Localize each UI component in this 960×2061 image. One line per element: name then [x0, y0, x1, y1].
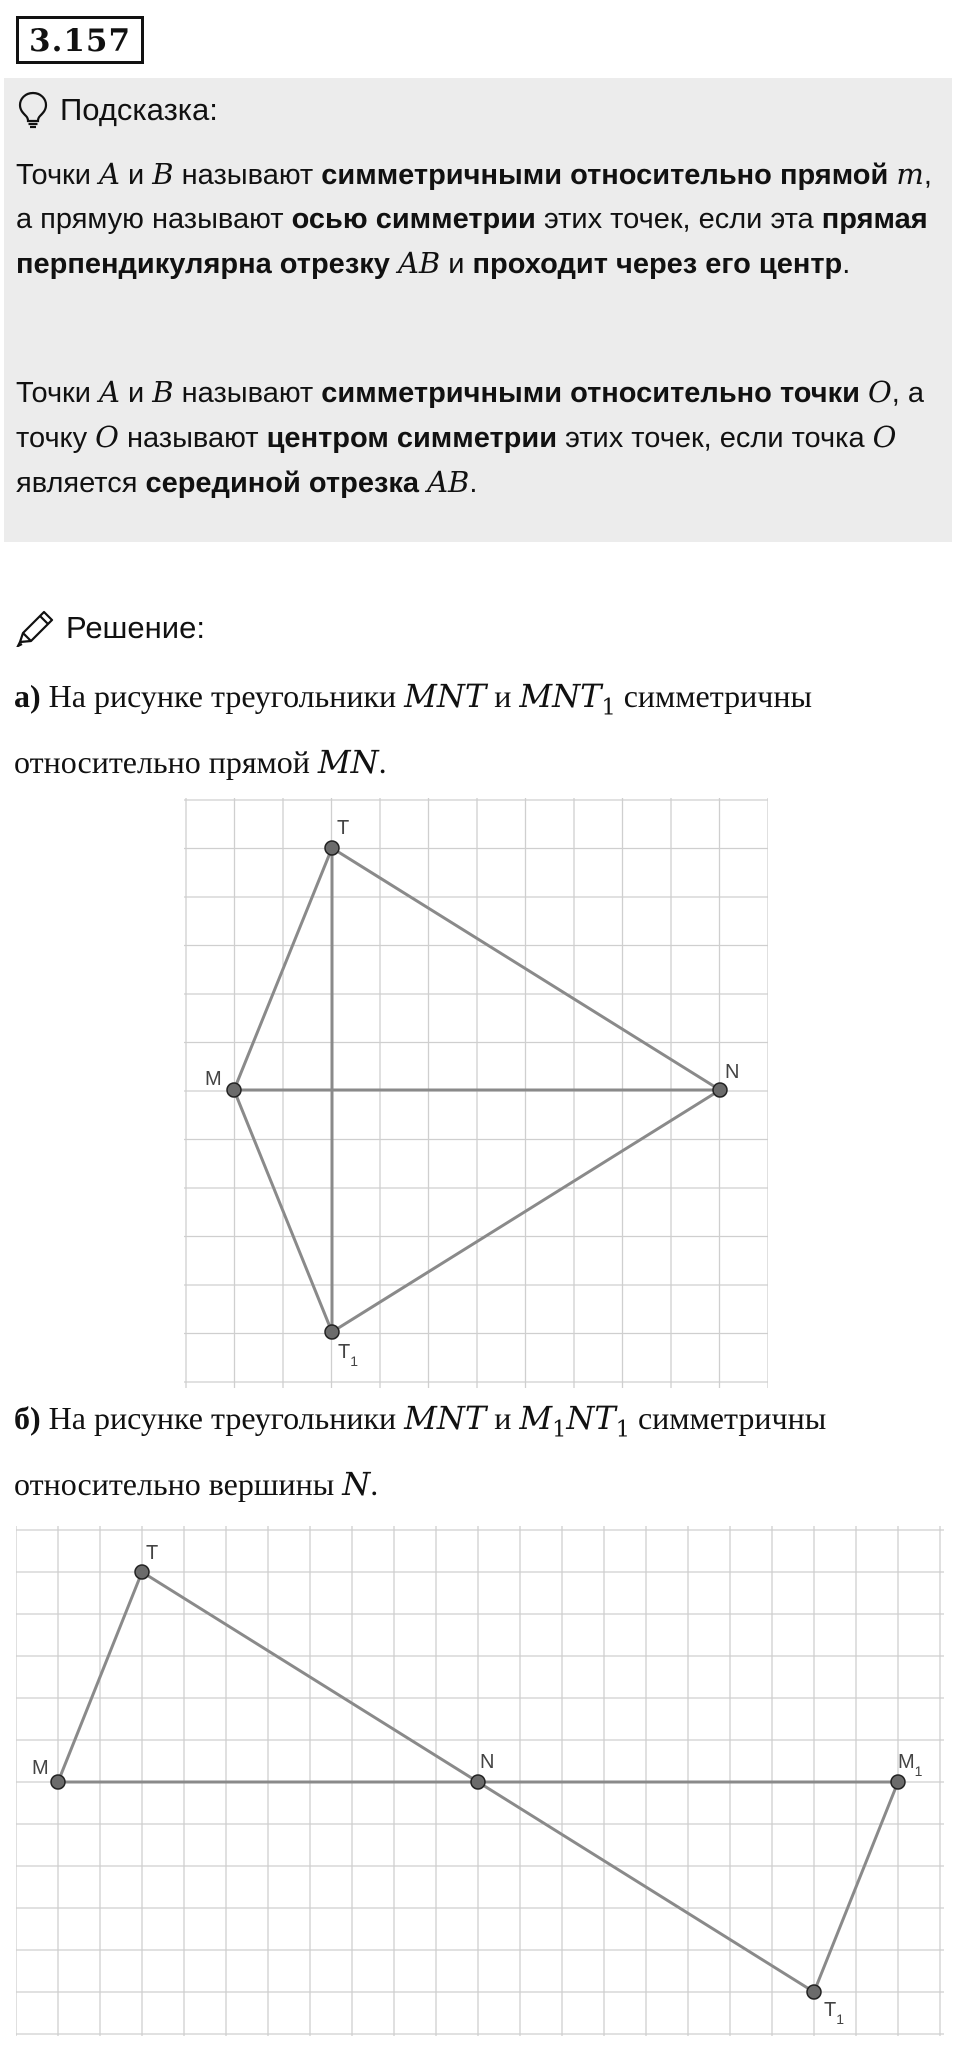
- label-M: M: [205, 1068, 222, 1090]
- hint-box: [4, 78, 952, 542]
- label-M1: $M_1$: [898, 1751, 923, 1779]
- task-number: 3.157: [16, 16, 144, 64]
- point-M: [227, 1083, 241, 1097]
- label-M: M: [32, 1757, 49, 1779]
- label-T: T: [337, 817, 350, 839]
- label-T1: $T_1$: [338, 1341, 359, 1369]
- point-T1: [807, 1985, 821, 1999]
- label-N: N: [725, 1061, 740, 1083]
- hint-title: Подсказка:: [60, 92, 218, 127]
- hint-header: [18, 88, 218, 132]
- figure-a-grid: [184, 798, 768, 1388]
- point-M1: [891, 1775, 905, 1789]
- part-a-line-2: относительно прямой MN.: [14, 743, 387, 781]
- label-T: T: [146, 1542, 159, 1564]
- label-T1: $T_1$: [824, 1999, 845, 2027]
- solution-header: [14, 606, 205, 650]
- hint-paragraph-point-symmetry: Точки A и B называют симметричными относительно точки O, а точку O называют центром симметрии этих точек, если точка O является серединой отрезка AB.: [16, 375, 925, 499]
- figure-b: [16, 1526, 944, 2036]
- hint-paragraph-line-symmetry: Точки A и B называют симметричными относительно прямой m, а прямую называют осью симметрии этих точек, если эта прямая перпендикулярна отрезку AB и проходит через его центр.: [16, 157, 932, 280]
- point-N: [471, 1775, 485, 1789]
- part-a-line-1: а) На рисунке треугольники MNT и $MNT_1$ симметричны: [14, 677, 812, 721]
- solution-title: Решение:: [66, 610, 205, 645]
- point-T1: [325, 1325, 339, 1339]
- point-T: [135, 1565, 149, 1579]
- lightbulb-icon: [18, 91, 48, 129]
- point-M: [51, 1775, 65, 1789]
- part-b-line-2: относительно вершины N.: [14, 1465, 379, 1503]
- part-b-line-1: б) На рисунке треугольники MNT и $M_1NT_1$ симметричны: [14, 1399, 827, 1443]
- point-N: [713, 1083, 727, 1097]
- point-T: [325, 841, 339, 855]
- figure-a: [184, 798, 768, 1388]
- pencil-icon: [14, 609, 56, 647]
- label-N: N: [480, 1751, 495, 1773]
